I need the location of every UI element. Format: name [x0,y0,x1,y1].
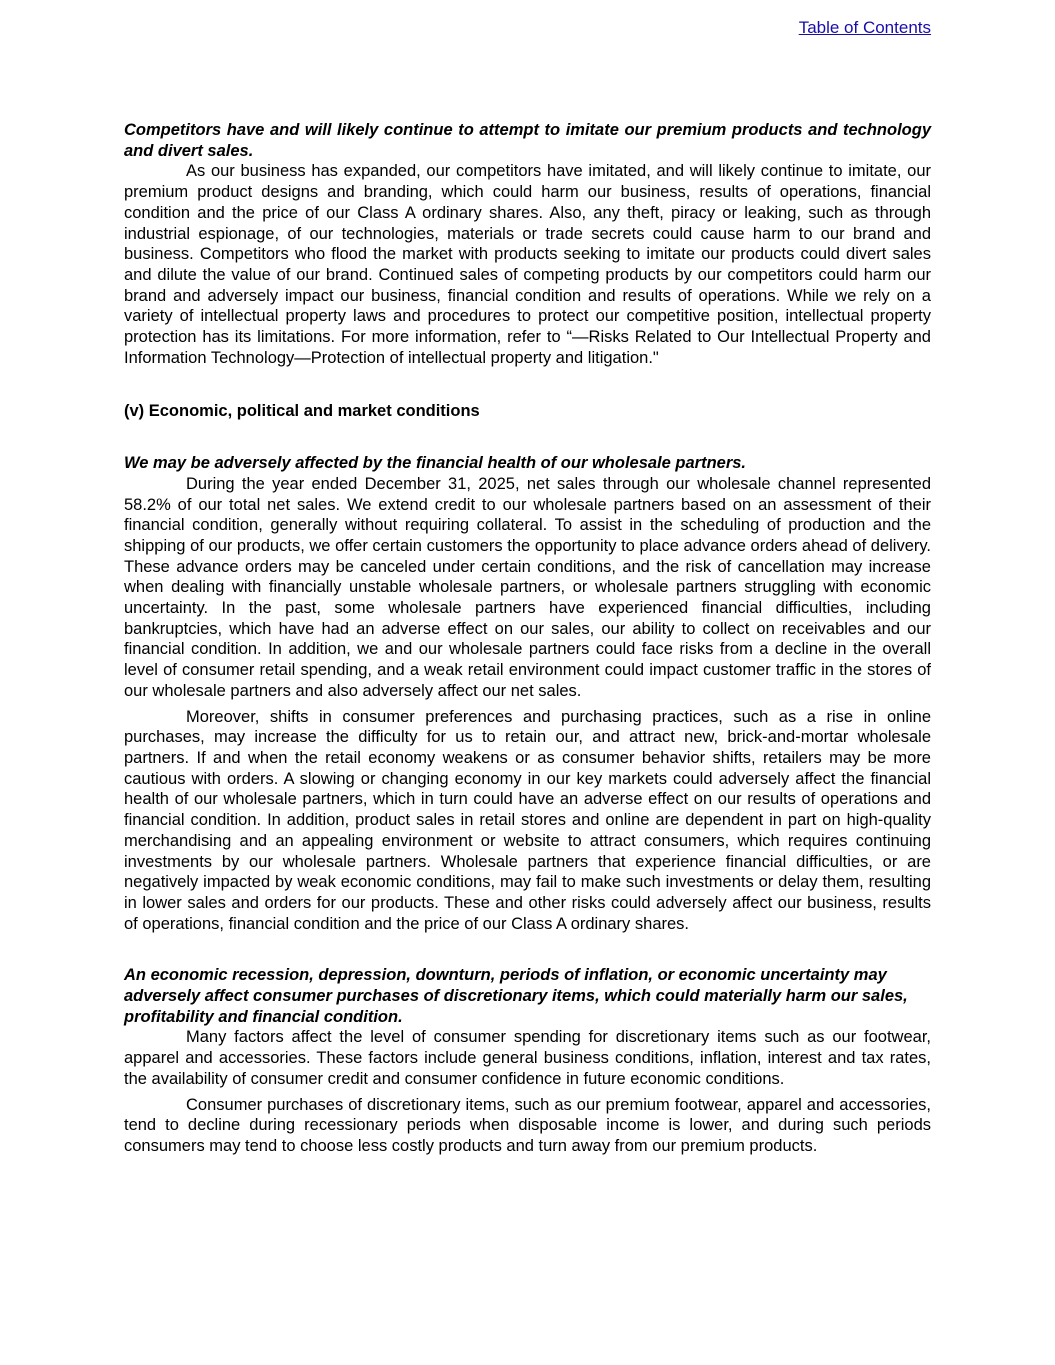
recession-heading: An economic recession, depression, downturn, periods of inflation, or economic uncertainty may adversely affect consumer purchases of discretionary items, which could materially harm our sales, profitability and financial condition. [124,966,908,1026]
table-of-contents-link[interactable]: Table of Contents [798,18,931,37]
recession-paragraph-1: Many factors affect the level of consumer spending for discretionary items such as our footwear, apparel and accessories. These factors include general business conditions, inflation, interest and tax rates, the availability of consumer credit and consumer confidence in future economic conditions. [124,1028,931,1088]
wholesale-paragraph-2: Moreover, shifts in consumer preferences and purchasing practices, such as a rise in online purchases, may increase the difficulty for us to retain our, and attract new, brick-and-mortar wholesale partners. If and when the retail economy weakens or as consumer behavior shifts, retailers may be more cautious with orders. A slowing or changing economy in our key markets could adversely affect the financial health of our wholesale partners, which in turn could have an adverse effect on our results of operations and financial condition. In addition, product sales in retail stores and online are dependent in part on high-quality merchandising and an appealing environment or website to attract consumers, which requires continuing investments by our wholesale partners. Wholesale partners that experience financial difficulties, or are negatively impacted by weak economic conditions, may fail to make such investments or delay them, resulting in lower sales and orders for our products. These and other risks could adversely affect our business, results of operations, financial condition and the price of our Class A ordinary shares. [124,707,931,933]
recession-paragraph-2: Consumer purchases of discretionary items, such as our premium footwear, apparel and accessories, tend to decline during recessionary periods when disposable income is lower, and during such periods consumers may tend to choose less costly products and turn away from our premium products. [124,1095,931,1155]
document-body [124,120,931,1157]
competitors-heading: Competitors have and will likely continue to attempt to imitate our premium products and technology and divert sales. [124,121,931,160]
wholesale-heading: We may be adversely affected by the financial health of our wholesale partners. [124,454,747,473]
competitors-paragraph: As our business has expanded, our competitors have imitated, and will likely continue to imitate, our premium product designs and branding, which could harm our business, results of operations, financial condition and the price of our Class A ordinary shares. Also, any theft, piracy or leaking, such as through industrial espionage, of our technologies, materials or trade secrets could cause harm to our brand and business. Competitors who flood the market with products seeking to imitate our products could divert sales and dilute the value of our brand. Continued sales of competing products by our competitors could harm our brand and adversely impact our business, financial condition and results of operations. While we rely on a variety of intellectual property laws and procedures to protect our competitive position, intellectual property protection has its limitations. For more information, refer to “—Risks Related to Our Intellectual Property and Information Technology—Protection of intellectual property and litigation." [124,162,931,367]
wholesale-paragraph-1: During the year ended December 31, 2025, net sales through our wholesale channel represented 58.2% of our total net sales. We extend credit to our wholesale partners based on an assessment of their financial condition, generally without requiring collateral. To assist in the scheduling of production and the shipping of our products, we offer certain customers the opportunity to place advance orders ahead of delivery. These advance orders may be canceled under certain conditions, and the risk of cancellation may increase when dealing with financially unstable wholesale partners, or wholesale partners struggling with economic uncertainty. In the past, some wholesale partners have experienced financial difficulties, including bankruptcies, which have had an adverse effect on our sales, our ability to collect on receivables and our financial condition. In addition, we and our wholesale partners could face risks from a decline in the overall level of consumer retail spending, and a weak retail environment could impact customer traffic in the stores of our wholesale partners and also adversely affect our net sales. [124,474,931,700]
economic-section-heading: (v) Economic, political and market conditions [124,402,480,421]
